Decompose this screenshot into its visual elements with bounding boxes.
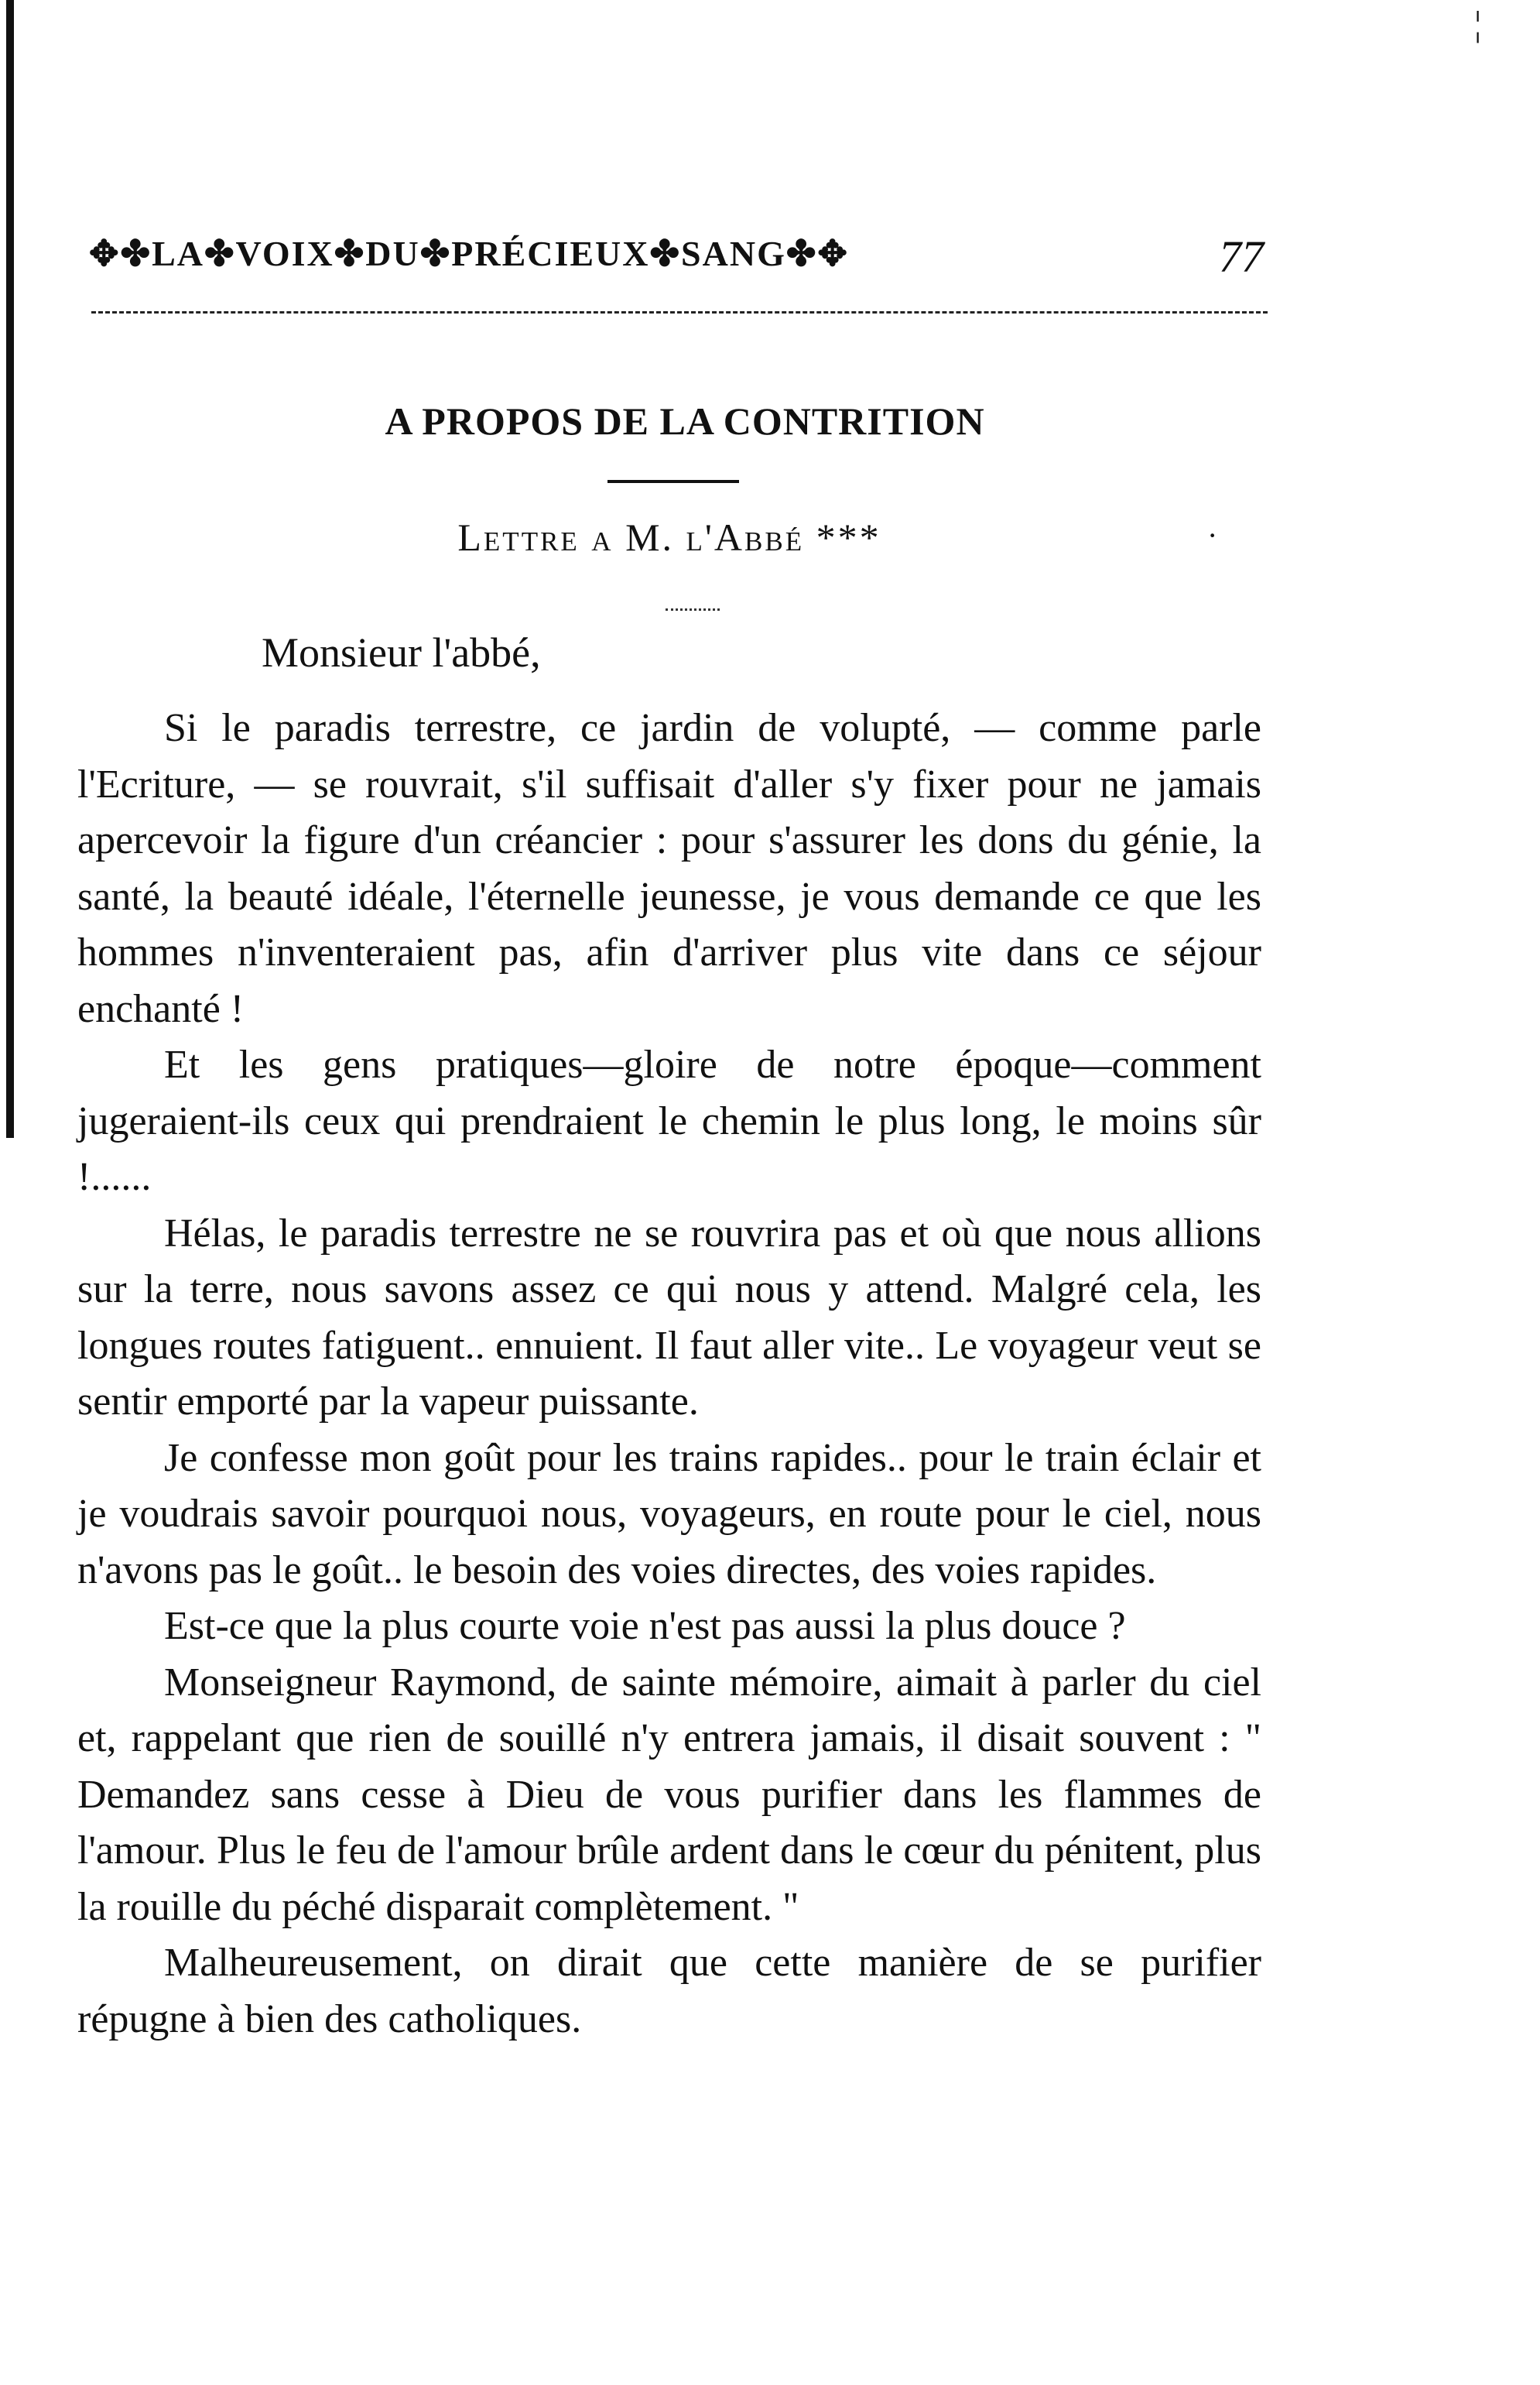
paragraph: Je confesse mon goût pour les trains rapides.. pour le train éclair et je voudrais savoir pourquoi nous, voyageurs, en route pour le ciel, nous n'avons pas le goût.. le besoin des voies directes, des voies rapides. [77, 1435, 1261, 1592]
letter-heading: Lettre a M. l'Abbé *** [457, 516, 881, 559]
letter-body [77, 701, 1261, 2047]
paragraph: Est-ce que la plus courte voie n'est pas aussi la plus douce ? [164, 1604, 1126, 1648]
article-title: A PROPOS DE LA CONTRITION [385, 399, 985, 443]
paragraph: Monseigneur Raymond, de sainte mémoire, aimait à parler du ciel et, rappelant que rien de souillé n'y entrera jamais, il disait souvent : " Demandez sans cesse à Dieu de vous purifier dans les flammes de l'amour. Plus le feu de l'amour brûle ardent dans le cœur du pénitent, plus la rouille du péché disparait complètement. " [77, 1660, 1261, 1929]
paragraph: Si le paradis terrestre, ce jardin de volupté, — comme parle l'Ecriture, — se rouvrait, s'il suffisait d'aller s'y fixer pour ne jamais apercevoir la figure d'un créancier : pour s'assurer les dons du génie, la santé, la beauté idéale, l'éternelle jeunesse, je vous demande ce que les hommes n'inventeraient pas, afin d'arriver plus vite dans ce séjour enchanté ! [77, 706, 1261, 1031]
running-head: ✥✤LA✤VOIX✤DU✤PRÉCIEUX✤SANG✤✥ [89, 234, 849, 273]
title-divider [607, 480, 739, 483]
salutation: Monsieur l'abbé, [262, 629, 541, 676]
header-divider [91, 311, 1268, 314]
page-number: 77 [1219, 231, 1264, 282]
page-edge-tick [6, 1115, 11, 1138]
page-edge-rule [6, 0, 14, 1138]
corner-mark: ¦ [1474, 4, 1482, 43]
paragraph: Et les gens pratiques—gloire de notre époque—comment jugeraient-ils ceux qui prendraient le chemin le plus long, le moins sûr !...... [77, 1043, 1261, 1199]
paragraph: Malheureusement, on dirait que cette manière de se purifier répugne à bien des catholiques. [77, 1941, 1261, 2041]
letter-divider [666, 608, 720, 611]
paragraph: Hélas, le paradis terrestre ne se rouvrira pas et où que nous allions sur la terre, nous savons assez ce qui nous y attend. Malgré cela, les longues routes fatiguent.. ennuient. Il faut aller vite.. Le voyageur veut se sentir emporté par la vapeur puissante. [77, 1211, 1261, 1424]
print-speck: · [1207, 518, 1218, 553]
